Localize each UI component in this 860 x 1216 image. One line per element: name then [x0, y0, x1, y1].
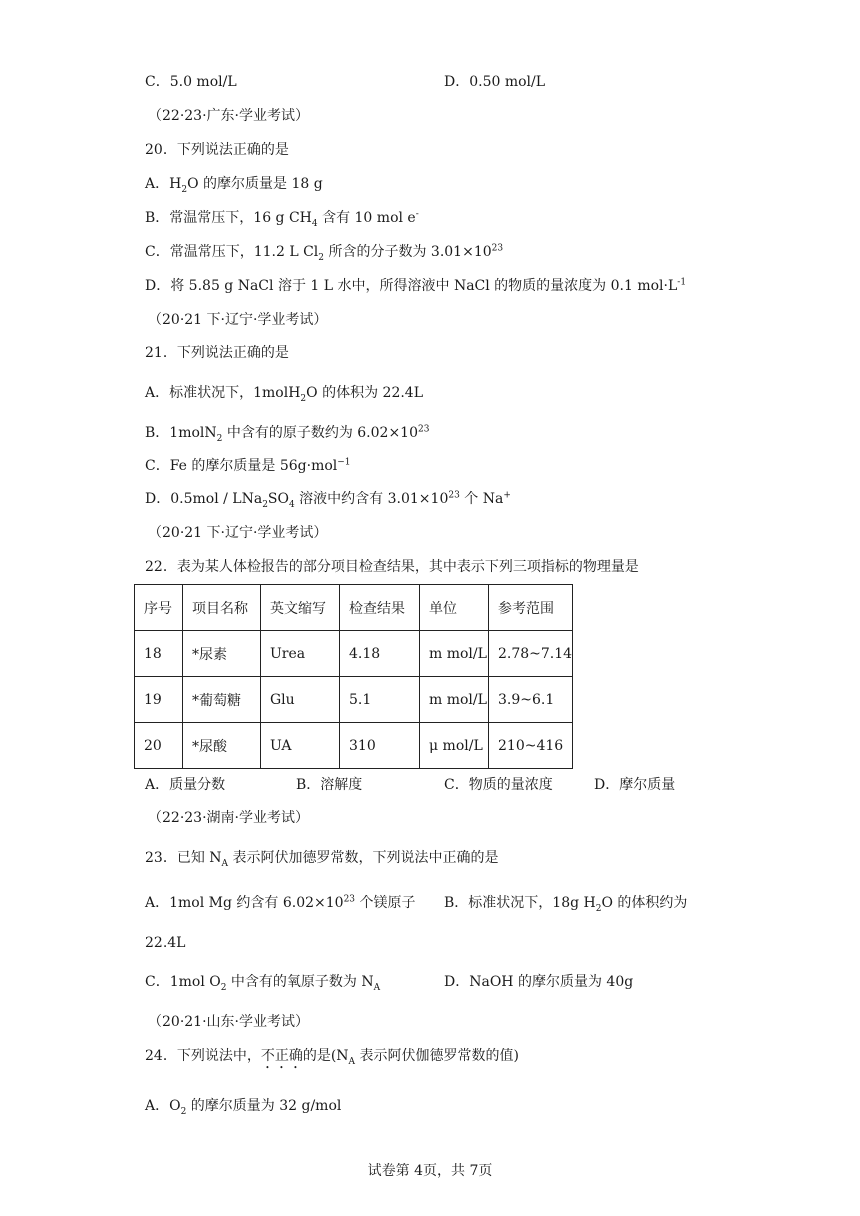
table-cell: UA	[261, 723, 340, 769]
table-header-cell: 英文缩写	[261, 585, 340, 631]
option-c: C．Fe 的摩尔质量是 56g·mol$^{-1}$	[145, 457, 351, 474]
option-c: C．常温常压下，11.2 L $Cl_2$ 所含的分子数为 $3.01\times 10^{23}$	[145, 243, 504, 263]
option-a: A．标准状况下，1molH$_2$O 的体积为 22.4L	[145, 385, 424, 404]
question-source: （22·23·广东·学业考试）	[148, 108, 309, 124]
option-d: D．摩尔质量	[594, 777, 676, 793]
table-cell: 2.78~7.14	[489, 631, 573, 677]
page-footer: 试卷第 4页，共 7页	[367, 1163, 493, 1179]
table-header-cell: 序号	[135, 585, 183, 631]
table-header-cell: 参考范围	[489, 585, 573, 631]
option-c: C．5.0 mol/L	[145, 74, 237, 90]
table-cell: 210~416	[489, 723, 573, 769]
question-stem: 24．下列说法中，不正确的是($N_A$ 表示阿伏伽德罗常数的值)	[145, 1048, 519, 1067]
report-table	[134, 584, 573, 769]
option-a: A．$O_2$ 的摩尔质量为 32 g/mol	[145, 1098, 342, 1117]
table-header-cell: 项目名称	[183, 585, 261, 631]
question-stem: 23．已知 $N_A$ 表示阿伏加德罗常数，下列说法中正确的是	[145, 850, 499, 869]
question-source: （22·23·湖南·学业考试）	[148, 810, 309, 826]
table-cell: Urea	[261, 631, 340, 677]
table-cell: 310	[340, 723, 420, 769]
option-c: C．物质的量浓度	[444, 777, 553, 793]
option-a: A．$H_2O$ 的摩尔质量是 18 g	[145, 176, 323, 195]
question-stem: 20．下列说法正确的是	[145, 142, 289, 158]
table-header-row	[135, 585, 573, 631]
option-b: B．1molN$_2$ 中含有的原子数约为 $6.02\times 10^{23}$	[145, 424, 430, 444]
emphasis-text: 不正确	[260, 1048, 303, 1064]
option-a: A．1mol Mg 约含有 $6.02\times 10^{23}$ 个镁原子	[145, 894, 416, 911]
table-header-cell: 单位	[420, 585, 489, 631]
table-row	[135, 631, 573, 677]
question-source: （20·21 下·辽宁·学业考试）	[148, 312, 328, 328]
table-cell: μ mol/L	[420, 723, 489, 769]
table-cell: 5.1	[340, 677, 420, 723]
option-b: B．常温常压下，16 g $CH_4$ 含有 10 mol e-	[145, 209, 419, 229]
option-c: C．1mol $O_2$ 中含有的氧原子数为 $N_A$	[145, 974, 381, 993]
option-d: D．NaOH 的摩尔质量为 40g	[444, 974, 634, 990]
table-cell: 19	[135, 677, 183, 723]
question-source: （20·21 下·辽宁·学业考试）	[148, 525, 328, 541]
option-d: D．将 5.85 g NaCl 溶于 1 L 水中，所得溶液中 NaCl 的物质的量浓度为 0.1 $mol\cdot L^{-1}$	[145, 277, 687, 294]
table-cell: m mol/L	[420, 677, 489, 723]
table-header-cell: 检查结果	[340, 585, 420, 631]
table-cell: m mol/L	[420, 631, 489, 677]
table-cell: Glu	[261, 677, 340, 723]
question-source: （20·21·山东·学业考试）	[148, 1014, 309, 1030]
table-cell: *尿素	[183, 631, 261, 677]
option-a: A．质量分数	[145, 777, 226, 793]
table-cell: *尿酸	[183, 723, 261, 769]
option-b: B．溶解度	[296, 777, 363, 793]
table-row	[135, 723, 573, 769]
table-cell: 20	[135, 723, 183, 769]
table-cell: 18	[135, 631, 183, 677]
table-cell: 3.9~6.1	[489, 677, 573, 723]
table-row	[135, 677, 573, 723]
option-d: D．0.50 mol/L	[444, 74, 546, 90]
option-d: D．$0.5mol / LNa_2SO_4$ 溶液中约含有 $3.01\times 10^{23}$ 个 Na+	[145, 490, 511, 510]
table-cell: 4.18	[340, 631, 420, 677]
table-cell: *葡萄糖	[183, 677, 261, 723]
question-stem: 21．下列说法正确的是	[145, 345, 289, 361]
option-b-continued: 22.4L	[145, 935, 186, 951]
question-stem: 22．表为某人体检报告的部分项目检查结果，其中表示下列三项指标的物理量是	[145, 559, 639, 575]
option-b: B．标准状况下，18g $H_2O$ 的体积约为	[444, 895, 688, 914]
